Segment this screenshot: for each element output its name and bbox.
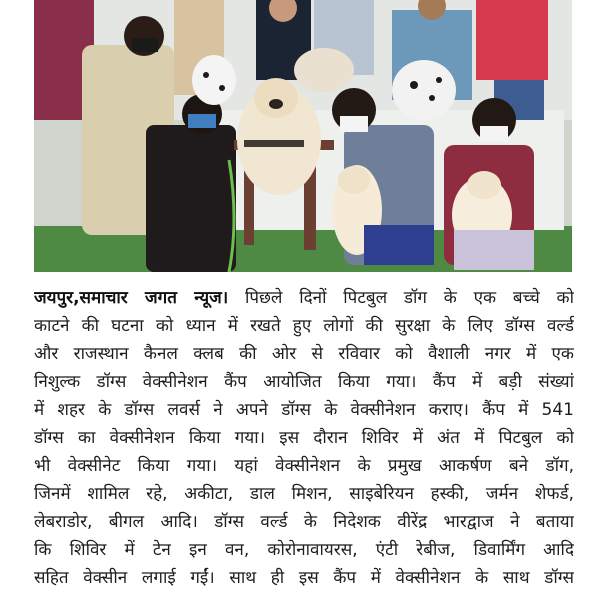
article-line-4: निशुल्क डॉग्स वेक्सीनेशन कैंप आयोजित किया गया। कैंप में बड़ी संख्यां [34, 372, 574, 392]
article-line-2: काटने की घटना को ध्यान में रखते हुए लोगों की सुरक्षा के लिए डॉग्स वर्ल्ड [34, 316, 574, 336]
article-body [34, 284, 574, 600]
article-dateline: जयपुर,समाचार जगत न्यूज। [34, 288, 229, 308]
dog-vaccination-camp-photo [34, 0, 572, 272]
article-line-9: लेबराडोर, बीगल आदि। डॉग्स वर्ल्ड के निदेशक वीरेंद्र भारद्वाज ने बताया [34, 512, 574, 532]
news-photo [34, 0, 572, 272]
article-line-1-text: पिछले दिनों पिटबुल डॉग के एक बच्चे को [244, 288, 574, 308]
article-line-7: भी वेक्सीनेट किया गया। यहां वेक्सीनेशन के प्रमुख आकर्षण बने डॉग, [34, 456, 574, 476]
article-line-3: और राजस्थान कैनल क्लब की ओर से रविवार को वैशाली नगर में एक [34, 344, 574, 364]
article-line-1 [34, 284, 574, 312]
article-line-8: जिनमें शामिल रहे, अकीटा, डाल मिशन, साइबेरियन हस्की, जर्मन शेफर्ड, [34, 484, 574, 504]
article-line-11: सहित वेक्सीन लगाई गईं। साथ ही इस कैंप में वेक्सीनेशन के साथ डॉग्स [34, 568, 574, 588]
article-line-10: कि शिविर में टेन इन वन, कोरोनावायरस, एंटी रेबीज, डिवार्मिंग आदि [34, 540, 574, 560]
article-line-6: डॉग्स का वेक्सीनेशन किया गया। इस दौरान शिविर में अंत में पिटबुल को [34, 428, 574, 448]
article-line-5: में शहर के डॉग्स लवर्स ने अपने डॉग्स के वेक्सीनेशन कराए। कैंप में 541 [34, 400, 574, 420]
